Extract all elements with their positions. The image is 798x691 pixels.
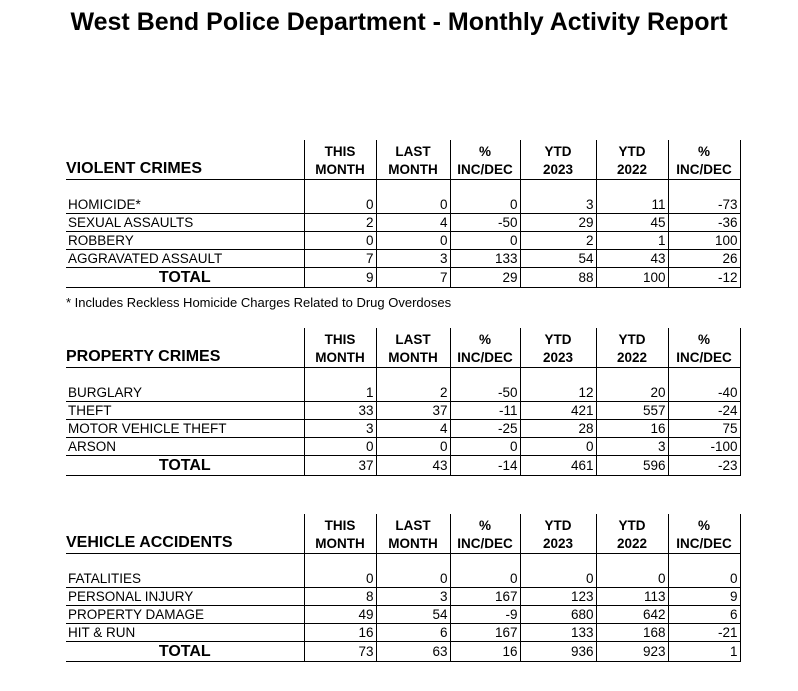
header-last-month: LAST MONTH bbox=[376, 140, 450, 180]
cell-value: 0 bbox=[520, 570, 596, 588]
total-label: TOTAL bbox=[66, 642, 304, 662]
cell-value: 37 bbox=[304, 456, 376, 476]
cell-value: 168 bbox=[596, 624, 668, 642]
cell-value: 37 bbox=[376, 402, 450, 420]
cell-value: 0 bbox=[304, 232, 376, 250]
cell-value: 0 bbox=[520, 438, 596, 456]
cell-value: 0 bbox=[376, 196, 450, 214]
table-row bbox=[66, 438, 740, 456]
report-title: West Bend Police Department - Monthly Activity Report bbox=[70, 8, 728, 36]
cell-value: 4 bbox=[376, 420, 450, 438]
cell-value: 16 bbox=[450, 642, 520, 662]
row-label: THEFT bbox=[66, 402, 304, 420]
header-this-month: THIS MONTH bbox=[304, 140, 376, 180]
table-row bbox=[66, 624, 740, 642]
header-pct-inc-dec: % INC/DEC bbox=[450, 328, 520, 368]
cell-value: 461 bbox=[520, 456, 596, 476]
cell-value: 421 bbox=[520, 402, 596, 420]
cell-value: -11 bbox=[450, 402, 520, 420]
cell-value: 3 bbox=[376, 250, 450, 268]
cell-value: 133 bbox=[520, 624, 596, 642]
cell-value: 0 bbox=[450, 570, 520, 588]
violent-crimes-table bbox=[66, 140, 741, 288]
table-row bbox=[66, 570, 740, 588]
cell-value: 3 bbox=[596, 438, 668, 456]
cell-value: 0 bbox=[450, 232, 520, 250]
cell-value: 0 bbox=[450, 438, 520, 456]
cell-value: 33 bbox=[304, 402, 376, 420]
cell-value: 63 bbox=[376, 642, 450, 662]
cell-value: 0 bbox=[376, 232, 450, 250]
cell-value: 29 bbox=[520, 214, 596, 232]
cell-value: 923 bbox=[596, 642, 668, 662]
row-label: AGGRAVATED ASSAULT bbox=[66, 250, 304, 268]
table-row bbox=[66, 232, 740, 250]
table-row bbox=[66, 606, 740, 624]
row-label: PERSONAL INJURY bbox=[66, 588, 304, 606]
vehicle-accidents-table bbox=[66, 514, 741, 662]
cell-value: 3 bbox=[304, 420, 376, 438]
cell-value: 11 bbox=[596, 196, 668, 214]
header-pct-inc-dec: % INC/DEC bbox=[450, 514, 520, 554]
total-row bbox=[66, 268, 740, 288]
cell-value: 43 bbox=[596, 250, 668, 268]
total-label: TOTAL bbox=[66, 456, 304, 476]
cell-value: 29 bbox=[450, 268, 520, 288]
total-label: TOTAL bbox=[66, 268, 304, 288]
cell-value: -50 bbox=[450, 384, 520, 402]
cell-value: 20 bbox=[596, 384, 668, 402]
row-label: HIT & RUN bbox=[66, 624, 304, 642]
cell-value: -21 bbox=[668, 624, 740, 642]
cell-value: 43 bbox=[376, 456, 450, 476]
cell-value: 133 bbox=[450, 250, 520, 268]
cell-value: 557 bbox=[596, 402, 668, 420]
cell-value: -14 bbox=[450, 456, 520, 476]
cell-value: 680 bbox=[520, 606, 596, 624]
cell-value: 54 bbox=[520, 250, 596, 268]
cell-value: 0 bbox=[596, 570, 668, 588]
table-row bbox=[66, 250, 740, 268]
cell-value: 642 bbox=[596, 606, 668, 624]
vehicle-accidents-section bbox=[66, 514, 740, 662]
row-label: HOMICIDE* bbox=[66, 196, 304, 214]
cell-value: 167 bbox=[450, 624, 520, 642]
cell-value: 0 bbox=[376, 438, 450, 456]
row-label: ARSON bbox=[66, 438, 304, 456]
cell-value: -23 bbox=[668, 456, 740, 476]
header-ytd-2022: YTD 2022 bbox=[596, 140, 668, 180]
row-label: MOTOR VEHICLE THEFT bbox=[66, 420, 304, 438]
total-row bbox=[66, 456, 740, 476]
header-ytd-2022: YTD 2022 bbox=[596, 328, 668, 368]
row-label: ROBBERY bbox=[66, 232, 304, 250]
table-row bbox=[66, 214, 740, 232]
row-label: BURGLARY bbox=[66, 384, 304, 402]
row-label: FATALITIES bbox=[66, 570, 304, 588]
cell-value: 596 bbox=[596, 456, 668, 476]
cell-value: -73 bbox=[668, 196, 740, 214]
cell-value: 3 bbox=[520, 196, 596, 214]
cell-value: 1 bbox=[304, 384, 376, 402]
cell-value: 7 bbox=[304, 250, 376, 268]
section-label: PROPERTY CRIMES bbox=[66, 328, 304, 368]
header-last-month: LAST MONTH bbox=[376, 328, 450, 368]
cell-value: -12 bbox=[668, 268, 740, 288]
cell-value: 12 bbox=[520, 384, 596, 402]
cell-value: 2 bbox=[520, 232, 596, 250]
cell-value: 0 bbox=[304, 438, 376, 456]
cell-value: 75 bbox=[668, 420, 740, 438]
cell-value: 2 bbox=[304, 214, 376, 232]
table-row bbox=[66, 402, 740, 420]
header-ytd-pct-inc-dec: % INC/DEC bbox=[668, 140, 740, 180]
cell-value: 26 bbox=[668, 250, 740, 268]
header-pct-inc-dec: % INC/DEC bbox=[450, 140, 520, 180]
cell-value: -24 bbox=[668, 402, 740, 420]
cell-value: 16 bbox=[304, 624, 376, 642]
section-label: VIOLENT CRIMES bbox=[66, 140, 304, 180]
row-label: SEXUAL ASSAULTS bbox=[66, 214, 304, 232]
header-ytd-2023: YTD 2023 bbox=[520, 328, 596, 368]
table-row bbox=[66, 384, 740, 402]
cell-value: 2 bbox=[376, 384, 450, 402]
cell-value: -9 bbox=[450, 606, 520, 624]
cell-value: -36 bbox=[668, 214, 740, 232]
table-row bbox=[66, 588, 740, 606]
header-ytd-2023: YTD 2023 bbox=[520, 140, 596, 180]
table-row bbox=[66, 196, 740, 214]
footnote: * Includes Reckless Homicide Charges Related to Drug Overdoses bbox=[66, 295, 452, 310]
cell-value: 123 bbox=[520, 588, 596, 606]
cell-value: 88 bbox=[520, 268, 596, 288]
cell-value: 1 bbox=[668, 642, 740, 662]
cell-value: 167 bbox=[450, 588, 520, 606]
cell-value: 0 bbox=[450, 196, 520, 214]
total-row bbox=[66, 642, 740, 662]
cell-value: 0 bbox=[304, 196, 376, 214]
cell-value: 28 bbox=[520, 420, 596, 438]
cell-value: 4 bbox=[376, 214, 450, 232]
cell-value: 3 bbox=[376, 588, 450, 606]
cell-value: 49 bbox=[304, 606, 376, 624]
cell-value: 0 bbox=[304, 570, 376, 588]
cell-value: 45 bbox=[596, 214, 668, 232]
header-this-month: THIS MONTH bbox=[304, 514, 376, 554]
cell-value: 100 bbox=[596, 268, 668, 288]
header-ytd-2023: YTD 2023 bbox=[520, 514, 596, 554]
cell-value: 9 bbox=[304, 268, 376, 288]
row-label: PROPERTY DAMAGE bbox=[66, 606, 304, 624]
cell-value: -40 bbox=[668, 384, 740, 402]
property-crimes-table bbox=[66, 328, 741, 476]
section-label: VEHICLE ACCIDENTS bbox=[66, 514, 304, 554]
header-ytd-pct-inc-dec: % INC/DEC bbox=[668, 328, 740, 368]
header-ytd-pct-inc-dec: % INC/DEC bbox=[668, 514, 740, 554]
header-ytd-2022: YTD 2022 bbox=[596, 514, 668, 554]
header-last-month: LAST MONTH bbox=[376, 514, 450, 554]
cell-value: 16 bbox=[596, 420, 668, 438]
cell-value: 6 bbox=[376, 624, 450, 642]
cell-value: -100 bbox=[668, 438, 740, 456]
cell-value: -25 bbox=[450, 420, 520, 438]
cell-value: 7 bbox=[376, 268, 450, 288]
cell-value: -50 bbox=[450, 214, 520, 232]
cell-value: 6 bbox=[668, 606, 740, 624]
cell-value: 113 bbox=[596, 588, 668, 606]
violent-crimes-section bbox=[66, 140, 740, 288]
header-this-month: THIS MONTH bbox=[304, 328, 376, 368]
property-crimes-section bbox=[66, 328, 740, 476]
cell-value: 0 bbox=[376, 570, 450, 588]
cell-value: 73 bbox=[304, 642, 376, 662]
cell-value: 1 bbox=[596, 232, 668, 250]
cell-value: 54 bbox=[376, 606, 450, 624]
cell-value: 9 bbox=[668, 588, 740, 606]
cell-value: 936 bbox=[520, 642, 596, 662]
cell-value: 0 bbox=[668, 570, 740, 588]
cell-value: 100 bbox=[668, 232, 740, 250]
table-row bbox=[66, 420, 740, 438]
cell-value: 8 bbox=[304, 588, 376, 606]
